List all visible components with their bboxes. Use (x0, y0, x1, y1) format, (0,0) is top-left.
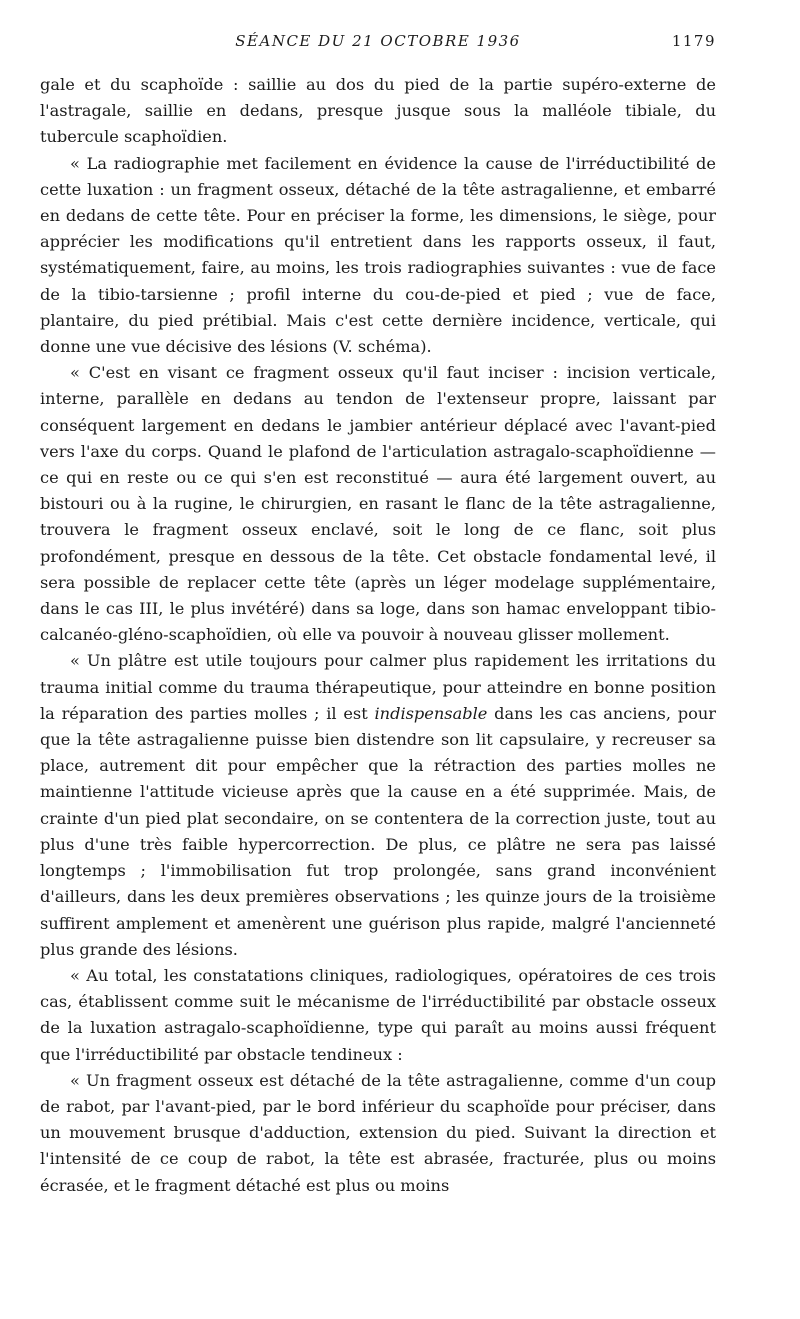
document-page (40, 26, 716, 1199)
page-header (40, 26, 716, 56)
body-text (40, 72, 716, 1199)
paragraph-4-end: dans les cas anciens, pour que la tête astragalienne puisse bien distendre son lit capsulaire, y recreuser sa place, autrement dit pour empêcher que la rétraction des parties molles ne maintienne l'attitude vicieuse après que la cause en a été supprimée. Mais, de crainte d'un pied plat secondaire, on se contentera de la correction juste, tout au plus d'une très faible hypercorrection. De plus, ce plâtre ne sera pas laissé longtemps ; l'immobilisation fut trop prolongée, sans grand inconvénient d'ailleurs, dans les deux premières observations ; les quinze jours de la troisième suffirent amplement et amenèrent une guérison plus rapide, malgré l'ancienneté plus grande des lésions. (40, 703, 716, 959)
paragraph-5: « Au total, les constatations cliniques, radiologiques, opératoires de ces trois cas, établissent comme suit le mécanisme de l'irréductibilité par obstacle osseux de la luxation astragalo-scaphoïdienne, type qui paraît au moins aussi fréquent que l'irréductibilité par obstacle tendineux : (40, 965, 716, 1064)
paragraph-4-start: « Un plâtre est utile toujours pour calmer plus rapidement les irritations du trauma initial comme du trauma thérapeutique, pour atteindre en bonne position la réparation des parties molles ; il est (40, 651, 716, 723)
paragraph-6: « Un fragment osseux est détaché de la tête astragalienne, comme d'un coup de rabot, par l'avant-pied, par le bord inférieur du scaphoïde pour préciser, dans un mouvement brusque d'adduction, extension du pied. Suivant la direction et l'intensité de ce coup de rabot, la tête est abrasée, fracturée, plus ou moins écrasée, et le fragment détaché est plus ou moins (40, 1070, 716, 1195)
emphasis-indispensable: indispensable (374, 703, 488, 723)
paragraph-2: « La radiographie met facilement en évidence la cause de l'irréductibilité de cette luxation : un fragment osseux, détaché de la tête astragalienne, et embarré en dedans de cette tête. Pour en préciser la forme, les dimensions, le siège, pour apprécier les modifications qu'il entretient dans les rapports osseux, il faut, systématiquement, faire, au moins, les trois radiographies suivantes : vue de face de la tibio-tarsienne ; profil interne du cou-de-pied et pied ; vue de face, plantaire, du pied prétibial. Mais c'est cette dernière incidence, verticale, qui donne une vue décisive des lésions (V. schéma). (40, 153, 716, 357)
running-title: SÉANCE DU 21 OCTOBRE 1936 (235, 32, 521, 50)
paragraph-4 (40, 648, 716, 962)
paragraph-1: gale et du scaphoïde : saillie au dos du pied de la partie supéro-externe de l'astragale, saillie en dedans, presque jusque sous la malléole tibiale, du tubercule scaphoïdien. (40, 75, 716, 147)
paragraph-3: « C'est en visant ce fragment osseux qu'il faut inciser : incision verticale, interne, parallèle en dedans au tendon de l'extenseur propre, laissant par conséquent largement en dedans le jambier antérieur déplacé avec l'avant-pied vers l'axe du corps. Quand le plafond de l'articulation astragalo-scaphoïdienne — ce qui en reste ou ce qui s'en est reconstitué — aura été largement ouvert, au bistouri ou à la rugine, le chirurgien, en rasant le flanc de la tête astragalienne, trouvera le fragment osseux enclavé, soit le long de ce flanc, soit plus profondément, presque en dessous de la tête. Cet obstacle fondamental levé, il sera possible de replacer cette tête (après un léger modelage supplémentaire, dans le cas III, le plus invétéré) dans sa loge, dans son hamac enveloppant tibio-calcanéo-gléno-scaphoïdien, où elle va pouvoir à nouveau glisser mollement. (40, 363, 716, 645)
page-number: 1179 (671, 32, 716, 50)
